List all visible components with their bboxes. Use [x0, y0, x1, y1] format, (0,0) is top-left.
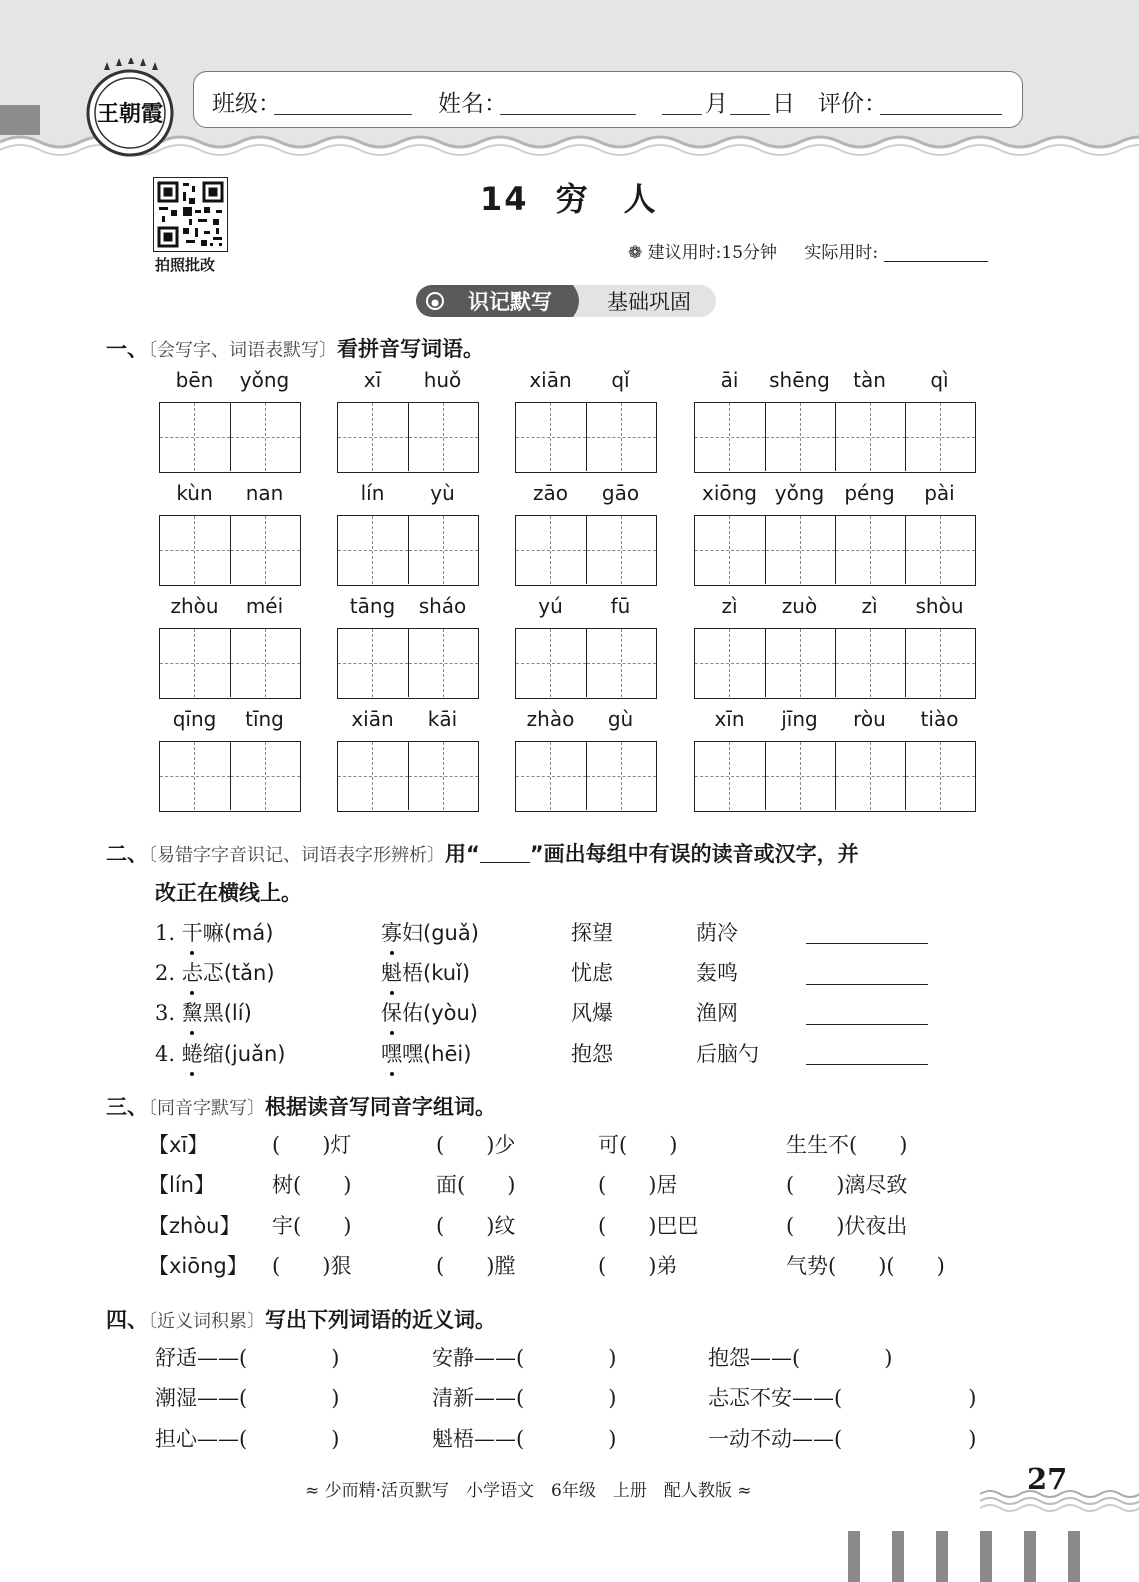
- cell-guide-v: [940, 629, 941, 697]
- cell-guide-h: [160, 663, 230, 664]
- item-4-word-b[interactable]: 嘿嘿(hēi): [381, 1038, 471, 1068]
- writing-cell[interactable]: [516, 516, 586, 584]
- writing-cell[interactable]: [835, 403, 905, 471]
- cell-guide-h: [516, 550, 586, 551]
- cell-guide-v: [265, 629, 266, 697]
- cell-guide-v: [443, 742, 444, 810]
- pinyin-syllable: bēn: [175, 368, 214, 392]
- item-1-word-b[interactable]: 寡妇(guǎ): [381, 917, 479, 947]
- clock-icon: ❁: [628, 243, 643, 263]
- writing-cell[interactable]: [230, 403, 300, 471]
- writing-grid: [159, 628, 301, 699]
- writing-cell[interactable]: [905, 629, 975, 697]
- pinyin-syllable: qǐ: [611, 368, 630, 392]
- homophone-key-1: 【xī】: [148, 1133, 209, 1157]
- item-2-word-a[interactable]: 2. 忐忑(tǎn): [155, 957, 275, 987]
- writing-cell[interactable]: [586, 629, 656, 697]
- writing-cell[interactable]: [586, 742, 656, 810]
- homophone-blank-4-3[interactable]: ( )弟: [598, 1254, 678, 1278]
- writing-cell[interactable]: [765, 516, 835, 584]
- qr-label: 拍照批改: [155, 256, 216, 274]
- cell-guide-v: [800, 403, 801, 471]
- cell-guide-v: [800, 516, 801, 584]
- synonym-3-c[interactable]: 一动不动——( ): [708, 1427, 977, 1451]
- pinyin-syllable: tiào: [920, 707, 959, 731]
- item-1-word-a[interactable]: 1. 干嘛(má): [155, 917, 273, 947]
- writing-cell[interactable]: [516, 629, 586, 697]
- writing-cell[interactable]: [695, 516, 765, 584]
- cell-guide-v: [800, 629, 801, 697]
- cell-guide-h: [338, 663, 408, 664]
- underline-sample: [480, 862, 530, 863]
- cell-guide-v: [870, 629, 871, 697]
- cell-guide-v: [729, 403, 730, 471]
- homophone-blank-1-4[interactable]: 生生不( ): [786, 1133, 908, 1157]
- writing-cell[interactable]: [230, 516, 300, 584]
- section3-heading: 三、〔同音字默写〕根据读音写同音字组词。: [106, 1095, 496, 1119]
- cell-guide-v: [443, 629, 444, 697]
- banner-right-text: 基础巩固: [607, 290, 691, 314]
- cell-guide-h: [338, 550, 408, 551]
- homophone-blank-2-4[interactable]: ( )漓尽致: [786, 1173, 908, 1197]
- homophone-blank-2-3[interactable]: ( )居: [598, 1173, 678, 1197]
- writing-cell[interactable]: [695, 629, 765, 697]
- writing-cell[interactable]: [160, 516, 230, 584]
- cell-guide-v: [194, 403, 195, 471]
- pinyin-syllable: āi: [720, 368, 739, 392]
- suggested-time: 建议用时:15分钟: [647, 243, 778, 263]
- writing-grid: [515, 628, 657, 699]
- cell-guide-v: [621, 629, 622, 697]
- writing-cell[interactable]: [835, 629, 905, 697]
- section2-heading: 二、〔易错字字音识记、词语表字形辨析〕用“ ”画出每组中有误的读音或汉字，并: [106, 842, 859, 866]
- homophone-blank-1-2[interactable]: ( )少: [436, 1133, 516, 1157]
- pinyin-syllable: huǒ: [423, 368, 462, 392]
- homophone-key-3: 【zhòu】: [148, 1214, 241, 1238]
- writing-cell[interactable]: [586, 516, 656, 584]
- cell-guide-h: [516, 437, 586, 438]
- writing-grid: [337, 515, 479, 586]
- cell-guide-v: [621, 403, 622, 471]
- cell-guide-v: [870, 516, 871, 584]
- writing-cell[interactable]: [695, 403, 765, 471]
- writing-cell[interactable]: [905, 403, 975, 471]
- pinyin-syllable: kùn: [176, 481, 213, 505]
- writing-grid: [515, 402, 657, 473]
- section2-heading-cont: 改正在横线上。: [155, 881, 302, 905]
- writing-cell[interactable]: [338, 403, 408, 471]
- writing-cell[interactable]: [695, 742, 765, 810]
- pinyin-syllable: qīng: [172, 707, 217, 731]
- writing-cell[interactable]: [160, 742, 230, 810]
- writing-cell[interactable]: [586, 403, 656, 471]
- cell-guide-v: [372, 403, 373, 471]
- synonym-1-b[interactable]: 安静——( ): [432, 1346, 617, 1370]
- writing-cell[interactable]: [160, 629, 230, 697]
- cell-guide-v: [372, 629, 373, 697]
- section1-heading: 一、〔会写字、词语表默写〕看拼音写词语。: [106, 337, 484, 361]
- pinyin-syllable: zhào: [526, 707, 575, 731]
- cell-guide-v: [443, 403, 444, 471]
- cell-guide-h: [695, 776, 765, 777]
- synonym-2-b[interactable]: 清新——( ): [432, 1386, 617, 1410]
- cell-guide-v: [729, 742, 730, 810]
- cell-guide-v: [443, 516, 444, 584]
- cell-guide-h: [338, 437, 408, 438]
- actual-time-field[interactable]: [884, 261, 988, 262]
- pinyin-syllable: nan: [245, 481, 284, 505]
- cell-guide-v: [194, 742, 195, 810]
- time-info: [628, 238, 988, 263]
- writing-cell[interactable]: [835, 742, 905, 810]
- pinyin-syllable: zì: [861, 594, 878, 618]
- writing-cell[interactable]: [160, 403, 230, 471]
- synonym-1-c[interactable]: 抱怨——( ): [708, 1346, 893, 1370]
- rating-field[interactable]: [880, 114, 1002, 115]
- writing-cell[interactable]: [835, 516, 905, 584]
- pinyin-syllable: tāng: [349, 594, 396, 618]
- writing-cell[interactable]: [765, 629, 835, 697]
- item-2-word-c[interactable]: 忧虑: [571, 961, 613, 985]
- cell-guide-v: [372, 742, 373, 810]
- writing-cell[interactable]: [408, 403, 478, 471]
- writing-grid: [515, 515, 657, 586]
- class-field[interactable]: [274, 114, 412, 115]
- pinyin-syllable: pài: [924, 481, 955, 505]
- synonym-1-a[interactable]: 舒适——( ): [155, 1346, 340, 1370]
- item-2-word-d[interactable]: 轰鸣: [696, 961, 738, 985]
- footer-text: ≈ 少而精·活页默写 小学语文 6年级 上册 配人教版 ≈: [305, 1481, 752, 1501]
- cell-guide-v: [265, 403, 266, 471]
- cell-guide-v: [194, 516, 195, 584]
- homophone-key-2: 【lín】: [148, 1173, 215, 1197]
- pinyin-syllable: péng: [844, 481, 895, 505]
- item-3-answer-line[interactable]: [806, 1024, 928, 1025]
- writing-grid: [694, 515, 976, 586]
- writing-grid: [694, 628, 976, 699]
- edge-index-bars: [848, 1531, 1139, 1582]
- pinyin-syllable: xiān: [351, 707, 394, 731]
- cell-guide-h: [516, 663, 586, 664]
- writing-grid: [337, 741, 479, 812]
- writing-cell[interactable]: [408, 742, 478, 810]
- writing-grid: [159, 741, 301, 812]
- homophone-blank-4-2[interactable]: ( )膛: [436, 1254, 516, 1278]
- cell-guide-v: [729, 629, 730, 697]
- cell-guide-h: [160, 550, 230, 551]
- pinyin-syllable: zuò: [781, 594, 818, 618]
- homophone-blank-3-3[interactable]: ( )巴巴: [598, 1214, 699, 1238]
- item-2-answer-line[interactable]: [806, 984, 928, 985]
- item-1-word-c[interactable]: 探望: [571, 921, 613, 945]
- synonym-2-c[interactable]: 忐忑不安——( ): [708, 1386, 977, 1410]
- cell-guide-h: [516, 776, 586, 777]
- pinyin-syllable: sháo: [418, 594, 467, 618]
- cell-guide-v: [265, 742, 266, 810]
- writing-grid: [337, 402, 479, 473]
- item-4-word-c[interactable]: 抱怨: [571, 1042, 613, 1066]
- writing-grid: [694, 402, 976, 473]
- name-field[interactable]: [500, 114, 636, 115]
- homophone-blank-1-1[interactable]: ( )灯: [272, 1133, 352, 1157]
- pinyin-syllable: yú: [538, 594, 563, 618]
- name-label: 姓名：: [438, 91, 507, 117]
- cell-guide-h: [695, 550, 765, 551]
- cell-guide-v: [940, 516, 941, 584]
- banner-left-text: 识记默写: [468, 290, 552, 314]
- writing-cell[interactable]: [516, 742, 586, 810]
- homophone-blank-4-4[interactable]: 气势( )( ): [786, 1254, 945, 1278]
- homophone-blank-3-2[interactable]: ( )纹: [436, 1214, 516, 1238]
- cell-guide-v: [870, 403, 871, 471]
- cell-guide-v: [940, 742, 941, 810]
- writing-cell[interactable]: [338, 516, 408, 584]
- item-4-word-a[interactable]: 4. 蜷缩(juǎn): [155, 1038, 285, 1068]
- cell-guide-h: [695, 437, 765, 438]
- cell-guide-v: [940, 403, 941, 471]
- homophone-key-4: 【xiōng】: [148, 1254, 248, 1278]
- cell-guide-v: [550, 403, 551, 471]
- writing-grid: [694, 741, 976, 812]
- writing-cell[interactable]: [765, 742, 835, 810]
- pinyin-syllable: shòu: [915, 594, 964, 618]
- pinyin-syllable: lín: [360, 481, 385, 505]
- pinyin-syllable: yǒng: [774, 481, 825, 505]
- actual-time-label: 实际用时:: [804, 243, 879, 263]
- homophone-blank-2-2[interactable]: 面( ): [436, 1173, 516, 1197]
- homophone-blank-4-1[interactable]: ( )狠: [272, 1254, 352, 1278]
- pinyin-syllable: tàn: [853, 368, 886, 392]
- writing-cell[interactable]: [408, 516, 478, 584]
- qr-code-icon[interactable]: [153, 177, 228, 252]
- item-2-word-b[interactable]: 魁梧(kuǐ): [381, 957, 470, 987]
- svg-text:王朝霞: 王朝霞: [96, 101, 164, 127]
- writing-cell[interactable]: [765, 403, 835, 471]
- cell-guide-v: [800, 742, 801, 810]
- pinyin-syllable: xiōng: [702, 481, 757, 505]
- lesson-title: [480, 174, 658, 220]
- class-label: 班级：: [212, 91, 281, 117]
- section-banner: [415, 284, 717, 318]
- writing-cell[interactable]: [905, 516, 975, 584]
- writing-cell[interactable]: [230, 629, 300, 697]
- pinyin-syllable: zāo: [533, 481, 568, 505]
- pinyin-syllable: zhòu: [170, 594, 219, 618]
- pinyin-syllable: yǒng: [239, 368, 290, 392]
- item-3-word-b[interactable]: 保佑(yòu): [381, 997, 478, 1027]
- item-4-word-d[interactable]: 后脑勺: [696, 1042, 759, 1066]
- cell-guide-v: [550, 516, 551, 584]
- homophone-blank-3-1[interactable]: 宇( ): [272, 1214, 352, 1238]
- writing-cell[interactable]: [338, 629, 408, 697]
- item-3-word-d[interactable]: 渔网: [696, 1001, 738, 1025]
- cell-guide-v: [265, 516, 266, 584]
- pinyin-syllable: qì: [930, 368, 949, 392]
- homophone-blank-2-1[interactable]: 树( ): [272, 1173, 352, 1197]
- cell-guide-v: [550, 629, 551, 697]
- pinyin-syllable: zì: [721, 594, 738, 618]
- section4-heading: 四、〔近义词积累〕写出下列词语的近义词。: [106, 1308, 496, 1332]
- day-label: 日: [772, 91, 795, 117]
- pinyin-syllable: xiān: [529, 368, 572, 392]
- item-1-answer-line[interactable]: [806, 943, 928, 944]
- cell-guide-h: [695, 663, 765, 664]
- cell-guide-v: [729, 516, 730, 584]
- cell-guide-v: [621, 742, 622, 810]
- writing-cell[interactable]: [905, 742, 975, 810]
- pinyin-syllable: tīng: [245, 707, 284, 731]
- writing-cell[interactable]: [230, 742, 300, 810]
- day-field[interactable]: [730, 114, 770, 115]
- item-4-answer-line[interactable]: [806, 1064, 928, 1065]
- writing-grid: [159, 402, 301, 473]
- item-3-word-c[interactable]: 风爆: [571, 1001, 613, 1025]
- pinyin-syllable: fū: [610, 594, 631, 618]
- cell-guide-v: [870, 742, 871, 810]
- cell-guide-h: [160, 437, 230, 438]
- lesson-number: 14: [480, 180, 529, 218]
- month-field[interactable]: [662, 114, 702, 115]
- synonym-3-b[interactable]: 魁梧——( ): [432, 1427, 617, 1451]
- pinyin-syllable: ròu: [853, 707, 886, 731]
- pinyin-syllable: yù: [430, 481, 455, 505]
- pinyin-syllable: gù: [607, 707, 634, 731]
- writing-grid: [515, 741, 657, 812]
- writing-cell[interactable]: [338, 742, 408, 810]
- homophone-blank-1-3[interactable]: 可( ): [598, 1133, 678, 1157]
- pinyin-syllable: gāo: [601, 481, 640, 505]
- synonym-2-a[interactable]: 潮湿——( ): [155, 1386, 340, 1410]
- page-number: 27: [1027, 1462, 1068, 1496]
- cell-guide-v: [372, 516, 373, 584]
- writing-cell[interactable]: [408, 629, 478, 697]
- pinyin-syllable: jīng: [781, 707, 818, 731]
- rating-label: 评价：: [818, 91, 887, 117]
- writing-cell[interactable]: [516, 403, 586, 471]
- synonym-3-a[interactable]: 担心——( ): [155, 1427, 340, 1451]
- cell-guide-v: [194, 629, 195, 697]
- pinyin-syllable: xī: [363, 368, 382, 392]
- pinyin-syllable: shēng: [769, 368, 830, 392]
- cell-guide-h: [338, 776, 408, 777]
- pinyin-syllable: méi: [245, 594, 284, 618]
- cell-guide-v: [550, 742, 551, 810]
- cell-guide-h: [160, 776, 230, 777]
- item-3-word-a[interactable]: 3. 黧黑(lí): [155, 997, 252, 1027]
- writing-grid: [337, 628, 479, 699]
- writing-grid: [159, 515, 301, 586]
- student-info-box: [193, 71, 1023, 128]
- homophone-blank-3-4[interactable]: ( )伏夜出: [786, 1214, 908, 1238]
- brand-logo: [82, 58, 178, 158]
- pinyin-syllable: xīn: [714, 707, 745, 731]
- item-1-word-d[interactable]: 荫冷: [696, 921, 738, 945]
- month-label: 月: [705, 91, 728, 117]
- lesson-name: 穷 人: [555, 180, 658, 218]
- cell-guide-v: [621, 516, 622, 584]
- pinyin-syllable: kāi: [427, 707, 458, 731]
